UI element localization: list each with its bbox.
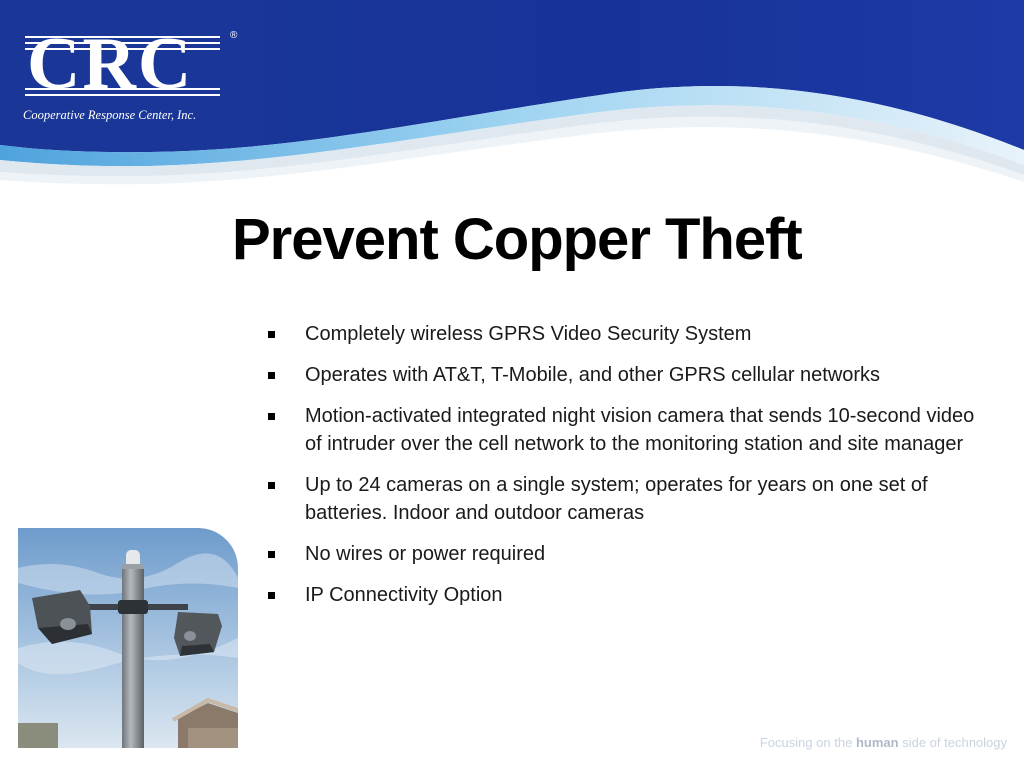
bullet-text: Up to 24 cameras on a single system; operates for years on one set of batteries. Indoor and outdoor cameras: [305, 474, 928, 524]
square-bullet-icon: [268, 413, 275, 420]
bullet-text: No wires or power required: [305, 543, 546, 565]
bullet-text: IP Connectivity Option: [305, 584, 503, 606]
footer-tagline: [760, 735, 1007, 750]
square-bullet-icon: [268, 551, 275, 558]
bullet-item: [266, 361, 986, 389]
tagline-emphasis: human: [855, 735, 899, 750]
camera-pole-photo: [18, 528, 238, 748]
crc-logo: [17, 22, 238, 126]
bullet-item: [266, 320, 986, 348]
square-bullet-icon: [268, 482, 275, 489]
bullet-text: Completely wireless GPRS Video Security System: [305, 323, 752, 345]
bullet-item: [266, 471, 986, 527]
logo-subtitle: Cooperative Response Center, Inc.: [23, 108, 197, 122]
square-bullet-icon: [268, 592, 275, 599]
square-bullet-icon: [268, 372, 275, 379]
tagline-end: side of technology: [902, 735, 1007, 750]
tagline-start: Focusing on the: [759, 735, 853, 750]
bullet-item: [266, 581, 986, 609]
bullet-list: [266, 320, 986, 622]
bullet-item: [266, 402, 986, 458]
bullet-item: [266, 540, 986, 568]
slide-title: Prevent Copper Theft: [232, 207, 802, 272]
bullet-text: Motion-activated integrated night vision camera that sends 10-second video of intruder over the cell network to the monitoring station and site manager: [305, 405, 975, 455]
registered-mark: ®: [230, 30, 238, 41]
logo-wordmark: CRC: [27, 23, 194, 105]
square-bullet-icon: [268, 331, 275, 338]
bullet-text: Operates with AT&T, T-Mobile, and other GPRS cellular networks: [305, 364, 881, 386]
